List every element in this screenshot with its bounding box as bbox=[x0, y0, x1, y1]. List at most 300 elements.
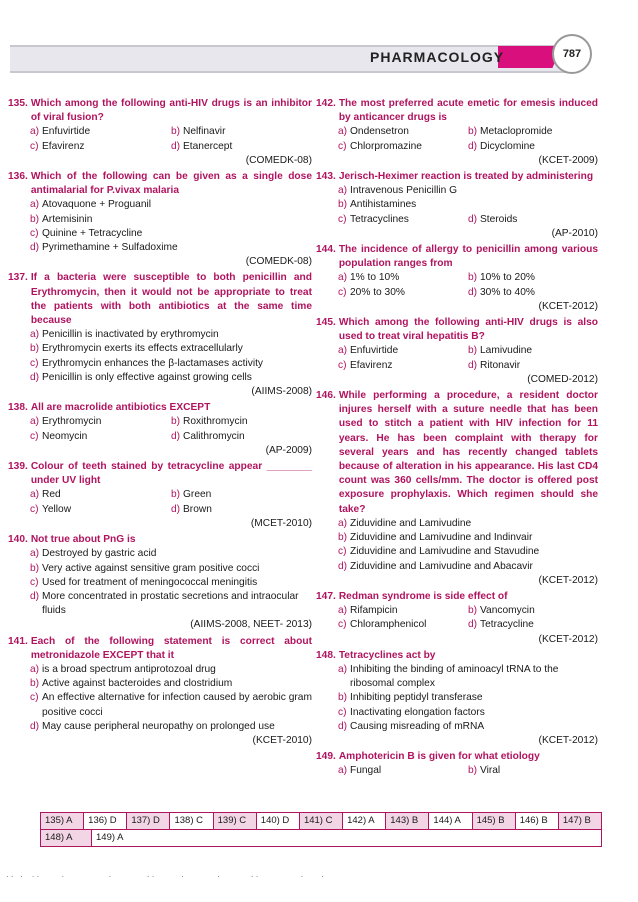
option-row bbox=[338, 140, 598, 154]
option-text: Active against bacteroides and clostridium bbox=[42, 678, 233, 690]
answer-row bbox=[41, 830, 601, 846]
option bbox=[30, 430, 171, 444]
option-row bbox=[30, 342, 312, 356]
option-letter: c) bbox=[338, 359, 347, 371]
option-letter: c) bbox=[30, 357, 39, 369]
option-row bbox=[30, 677, 312, 691]
option-list bbox=[338, 344, 598, 372]
question-stem bbox=[316, 649, 598, 663]
option-row bbox=[338, 344, 598, 358]
option-text: 10% to 20% bbox=[480, 272, 535, 284]
option-letter: d) bbox=[468, 359, 478, 371]
option-letter: a) bbox=[30, 416, 40, 428]
option-text: An effective alternative for infection caused by aerobic gram positive cocci bbox=[42, 692, 312, 718]
option-list bbox=[338, 517, 598, 574]
option-letter: a) bbox=[30, 489, 40, 501]
option bbox=[468, 271, 598, 285]
answer-key-table bbox=[40, 812, 602, 847]
option-letter: a) bbox=[338, 605, 348, 617]
option bbox=[338, 720, 598, 734]
option-list bbox=[338, 604, 598, 632]
question-item bbox=[8, 401, 312, 458]
option-text: Dicyclomine bbox=[480, 140, 535, 152]
option bbox=[338, 271, 468, 285]
option-row bbox=[30, 227, 312, 241]
option bbox=[30, 663, 312, 677]
answer-cell: 142) A bbox=[343, 813, 386, 829]
question-stem bbox=[8, 401, 312, 415]
question-text: Tetracyclines act by bbox=[338, 649, 436, 661]
option-text: Tetracycline bbox=[480, 619, 534, 631]
option-row bbox=[30, 503, 312, 517]
option-letter: a) bbox=[338, 126, 348, 138]
option-text: Penicillin is only effective against growing cells bbox=[42, 371, 252, 383]
option bbox=[30, 213, 312, 227]
question-number: 148. bbox=[316, 649, 336, 661]
option-letter: a) bbox=[30, 329, 40, 341]
question-stem bbox=[316, 170, 598, 184]
option-text: Rifampicin bbox=[350, 605, 398, 617]
right-column bbox=[316, 97, 598, 781]
option-text: Brown bbox=[183, 503, 212, 515]
option-text: Artemisinin bbox=[42, 213, 93, 225]
option bbox=[30, 371, 312, 385]
option-row bbox=[338, 545, 598, 559]
option-letter: d) bbox=[468, 619, 478, 631]
question-item bbox=[8, 460, 312, 531]
option bbox=[30, 342, 312, 356]
option bbox=[171, 415, 312, 429]
option-letter: b) bbox=[338, 199, 348, 211]
option-text: Intravenous Penicillin G bbox=[350, 185, 458, 197]
question-number: 138. bbox=[8, 402, 28, 414]
question-text: Not true about PnG is bbox=[30, 534, 136, 546]
question-number: 143. bbox=[316, 171, 336, 183]
option-row bbox=[338, 706, 598, 720]
option-row bbox=[338, 359, 598, 373]
option-text: Inhibiting peptidyl transferase bbox=[350, 692, 483, 704]
page-title: PHARMACOLOGY bbox=[370, 49, 505, 65]
answer-cell: 138) C bbox=[170, 813, 213, 829]
option-list bbox=[30, 198, 312, 255]
option bbox=[30, 590, 312, 618]
option-text: Erythromycin enhances the β-lactamases activity bbox=[42, 357, 264, 369]
question-item bbox=[8, 170, 312, 269]
question-item bbox=[8, 533, 312, 632]
option-letter: c) bbox=[30, 140, 39, 152]
option-row bbox=[30, 140, 312, 154]
option bbox=[338, 286, 468, 300]
option-row bbox=[30, 371, 312, 385]
question-number: 135. bbox=[8, 98, 28, 109]
option bbox=[30, 140, 171, 154]
option-letter: a) bbox=[338, 517, 348, 529]
option-text: May cause peripheral neuropathy on prolonged use bbox=[42, 720, 275, 732]
question-item bbox=[8, 271, 312, 399]
option-text: Destroyed by gastric acid bbox=[42, 548, 157, 560]
option-letter: b) bbox=[338, 692, 348, 704]
option-text: Fungal bbox=[350, 765, 382, 777]
option-row bbox=[30, 415, 312, 429]
option-row bbox=[338, 663, 598, 691]
option-letter: d) bbox=[338, 720, 348, 732]
option-letter: b) bbox=[468, 345, 478, 357]
option-text: Neomycin bbox=[42, 430, 88, 442]
option bbox=[468, 764, 598, 778]
option-text: Enfuvirtide bbox=[42, 126, 91, 138]
question-source: (AIIMS-2008, NEET- 2013) bbox=[190, 619, 312, 631]
question-item bbox=[316, 316, 598, 387]
option-text: Quinine + Tetracycline bbox=[42, 227, 143, 239]
question-source: (KCET-2009) bbox=[538, 154, 598, 166]
answer-cell: 148) A bbox=[41, 830, 92, 846]
option-row bbox=[338, 198, 598, 212]
option-text: Inactivating elongation factors bbox=[350, 706, 485, 718]
question-stem bbox=[8, 271, 312, 328]
option bbox=[171, 140, 312, 154]
option-letter: c) bbox=[30, 576, 39, 588]
option-text: Atovaquone + Proguanil bbox=[42, 199, 152, 211]
question-number: 142. bbox=[316, 98, 336, 109]
answer-row bbox=[41, 813, 601, 830]
question-source: (COMEDK-08) bbox=[245, 256, 312, 268]
option bbox=[338, 198, 598, 212]
question-text: Which among the following anti-HIV drugs is an inhibitor of viral fusion? bbox=[30, 98, 312, 124]
question-text: All are macrolide antibiotics EXCEPT bbox=[30, 402, 211, 414]
option-row bbox=[30, 576, 312, 590]
option-letter: c) bbox=[338, 619, 347, 631]
question-number: 145. bbox=[316, 317, 336, 329]
option-text: Ziduvidine and Lamivudine and Stavudine bbox=[350, 546, 540, 558]
option-letter: a) bbox=[30, 548, 40, 560]
option bbox=[30, 227, 312, 241]
option-list bbox=[30, 328, 312, 385]
option-letter: d) bbox=[338, 560, 348, 572]
option-letter: c) bbox=[338, 213, 347, 225]
option-letter: a) bbox=[30, 663, 40, 675]
option bbox=[338, 517, 598, 531]
option-row bbox=[338, 125, 598, 139]
question-text: Amphotericin B is given for what etiology bbox=[338, 751, 540, 763]
option-text: Vancomycin bbox=[480, 605, 535, 617]
option-row bbox=[338, 213, 598, 227]
option-text: Metaclopromide bbox=[480, 126, 553, 138]
scan-dots: · · · · · · · · · · · · · · · bbox=[6, 872, 324, 881]
answer-cell: 135) A bbox=[41, 813, 84, 829]
option bbox=[30, 547, 312, 561]
question-number: 146. bbox=[316, 390, 336, 402]
option-letter: a) bbox=[30, 199, 40, 211]
option-letter: d) bbox=[30, 720, 40, 732]
option bbox=[468, 604, 598, 618]
question-number: 140. bbox=[8, 534, 28, 546]
option-letter: c) bbox=[338, 286, 347, 298]
option-letter: a) bbox=[338, 663, 348, 675]
question-text: The most preferred acute emetic for emesis induced by anticancer drugs is bbox=[338, 98, 598, 124]
option-letter: d) bbox=[468, 140, 478, 152]
option-text: Red bbox=[42, 489, 61, 501]
option bbox=[468, 344, 598, 358]
option-row bbox=[30, 488, 312, 502]
question-source: (MCET-2010) bbox=[250, 517, 312, 529]
option-text: 1% to 10% bbox=[350, 272, 400, 284]
option-text: Tetracyclines bbox=[350, 213, 409, 225]
question-stem bbox=[316, 243, 598, 271]
question-number: 144. bbox=[316, 244, 336, 256]
option-row bbox=[338, 286, 598, 300]
option bbox=[30, 357, 312, 371]
option-text: Green bbox=[183, 489, 212, 501]
option-list bbox=[30, 415, 312, 443]
option bbox=[30, 415, 171, 429]
option-letter: c) bbox=[30, 430, 39, 442]
question-stem bbox=[316, 97, 598, 125]
option bbox=[30, 125, 171, 139]
option-text: Chloramphenicol bbox=[350, 619, 427, 631]
option-text: Lamivudine bbox=[480, 345, 533, 357]
option bbox=[171, 125, 312, 139]
option-row bbox=[338, 691, 598, 705]
option-text: Ziduvidine and Lamivudine and Indinvair bbox=[350, 532, 533, 544]
answer-cell: 136) D bbox=[84, 813, 127, 829]
option bbox=[338, 184, 598, 198]
option-letter: d) bbox=[30, 590, 40, 602]
answer-cell: 137) D bbox=[127, 813, 170, 829]
option-letter: b) bbox=[30, 213, 40, 225]
option-list bbox=[30, 663, 312, 734]
answer-cell: 145) B bbox=[473, 813, 516, 829]
answer-cell: 144) A bbox=[429, 813, 472, 829]
option-text: Erythromycin exerts its effects extracellularly bbox=[42, 343, 243, 355]
option-text: is a broad spectrum antiprotozoal drug bbox=[42, 663, 216, 675]
option-text: Antihistamines bbox=[350, 199, 417, 211]
option bbox=[171, 488, 312, 502]
answer-cell: 139) C bbox=[214, 813, 257, 829]
option bbox=[468, 140, 598, 154]
option-letter: b) bbox=[171, 489, 181, 501]
option-row bbox=[30, 663, 312, 677]
option bbox=[338, 359, 468, 373]
option-text: Steroids bbox=[480, 213, 518, 225]
option bbox=[338, 663, 598, 691]
option-row bbox=[338, 604, 598, 618]
option bbox=[30, 241, 312, 255]
option-text: Ondensetron bbox=[350, 126, 409, 138]
option-letter: d) bbox=[171, 503, 181, 515]
option-text: Viral bbox=[480, 765, 501, 777]
option-letter: a) bbox=[30, 126, 40, 138]
option bbox=[30, 328, 312, 342]
option-letter: d) bbox=[468, 213, 478, 225]
option bbox=[468, 213, 598, 227]
option-text: Enfuvirtide bbox=[350, 345, 399, 357]
option bbox=[30, 503, 171, 517]
option bbox=[468, 618, 598, 632]
option-text: Causing misreading of mRNA bbox=[350, 720, 485, 732]
question-text: Jerisch-Heximer reaction is treated by administering bbox=[338, 171, 594, 183]
option-letter: d) bbox=[171, 140, 181, 152]
answer-cell: 146) B bbox=[516, 813, 559, 829]
option-text: 20% to 30% bbox=[350, 286, 405, 298]
option bbox=[30, 576, 312, 590]
answer-cell: 140) D bbox=[257, 813, 300, 829]
question-number: 141. bbox=[8, 635, 28, 647]
option-list bbox=[30, 125, 312, 153]
question-stem bbox=[316, 389, 598, 517]
option-row bbox=[338, 720, 598, 734]
question-source: (KCET-2010) bbox=[252, 734, 312, 746]
option-text: Chlorpromazine bbox=[350, 140, 422, 152]
option-row bbox=[30, 328, 312, 342]
question-source: (KCET-2012) bbox=[538, 574, 598, 586]
option-row bbox=[30, 547, 312, 561]
option-letter: a) bbox=[338, 765, 348, 777]
option-list bbox=[30, 547, 312, 618]
option-letter: b) bbox=[30, 562, 40, 574]
option-text: Very active against sensitive gram positive cocci bbox=[42, 562, 260, 574]
option-letter: c) bbox=[30, 692, 39, 704]
option bbox=[30, 488, 171, 502]
option bbox=[171, 430, 312, 444]
option-letter: d) bbox=[468, 286, 478, 298]
option-list bbox=[338, 125, 598, 153]
question-source: (AP-2009) bbox=[265, 444, 312, 456]
option bbox=[171, 503, 312, 517]
option-row bbox=[30, 198, 312, 212]
option bbox=[338, 764, 468, 778]
option-letter: c) bbox=[338, 706, 347, 718]
question-text: Redman syndrome is side effect of bbox=[338, 590, 508, 602]
option-text: Efavirenz bbox=[42, 140, 85, 152]
option-text: Pyrimethamine + Sulfadoxime bbox=[42, 242, 178, 254]
option bbox=[338, 618, 468, 632]
question-item bbox=[316, 97, 598, 168]
option bbox=[338, 140, 468, 154]
question-stem bbox=[8, 170, 312, 198]
option-letter: a) bbox=[338, 345, 348, 357]
option-letter: b) bbox=[338, 532, 348, 544]
option bbox=[468, 359, 598, 373]
answer-cell: 149) A bbox=[96, 832, 124, 843]
question-source: (KCET-2012) bbox=[538, 633, 598, 645]
option bbox=[468, 286, 598, 300]
option-row bbox=[30, 430, 312, 444]
option-letter: b) bbox=[30, 343, 40, 355]
option-letter: c) bbox=[338, 140, 347, 152]
option bbox=[338, 691, 598, 705]
question-stem bbox=[316, 590, 598, 604]
option-text: Ritonavir bbox=[480, 359, 521, 371]
answer-cell: 141) C bbox=[300, 813, 343, 829]
option-list bbox=[338, 184, 598, 227]
question-stem bbox=[8, 533, 312, 547]
question-number: 147. bbox=[316, 590, 336, 602]
option-text: Efavirenz bbox=[350, 359, 393, 371]
option-letter: d) bbox=[171, 430, 181, 442]
option-row bbox=[30, 357, 312, 371]
option-row bbox=[30, 720, 312, 734]
option-letter: c) bbox=[30, 503, 39, 515]
option bbox=[30, 198, 312, 212]
option-letter: c) bbox=[30, 227, 39, 239]
option-text: More concentrated in prostatic secretions and intraocular fluids bbox=[42, 590, 299, 617]
option-row bbox=[338, 517, 598, 531]
option bbox=[338, 560, 598, 574]
option-letter: d) bbox=[30, 242, 40, 254]
question-source: (KCET-2012) bbox=[538, 734, 598, 746]
option-row bbox=[30, 241, 312, 255]
question-text: Colour of teeth stained by tetracycline appear ________ under UV light bbox=[30, 461, 312, 487]
option bbox=[338, 125, 468, 139]
option-list bbox=[338, 271, 598, 299]
option-row bbox=[338, 764, 598, 778]
question-source: (KCET-2012) bbox=[538, 300, 598, 312]
option-row bbox=[30, 125, 312, 139]
option-text: Roxithromycin bbox=[183, 416, 248, 428]
question-text: Which of the following can be given as a single dose antimalarial for P.vivax malaria bbox=[30, 171, 312, 197]
option-letter: b) bbox=[468, 765, 478, 777]
option-text: Calithromycin bbox=[183, 430, 245, 442]
option-row bbox=[338, 560, 598, 574]
answer-cell: 143) B bbox=[386, 813, 429, 829]
question-number: 137. bbox=[8, 272, 28, 284]
option-letter: b) bbox=[171, 416, 181, 428]
option bbox=[468, 125, 598, 139]
question-stem bbox=[8, 460, 312, 488]
option bbox=[338, 531, 598, 545]
option-text: Yellow bbox=[42, 503, 72, 515]
question-item bbox=[316, 389, 598, 588]
question-item bbox=[316, 649, 598, 748]
option-row bbox=[338, 531, 598, 545]
question-source: (AIIMS-2008) bbox=[251, 386, 312, 398]
option-letter: c) bbox=[338, 546, 347, 558]
option-letter: a) bbox=[338, 272, 348, 284]
option bbox=[338, 604, 468, 618]
question-stem bbox=[316, 750, 598, 764]
option-text: Ziduvidine and Lamivudine and Abacavir bbox=[350, 560, 533, 572]
option bbox=[338, 213, 468, 227]
option bbox=[30, 691, 312, 719]
option-row bbox=[338, 618, 598, 632]
option-text: Used for treatment of meningococcal meningitis bbox=[42, 576, 258, 588]
question-item bbox=[316, 243, 598, 314]
question-item bbox=[8, 97, 312, 168]
question-text: If a bacteria were susceptible to both penicillin and Erythromycin, then it would not be appropriate to treat the patients with both antibiotics at the same time because bbox=[30, 272, 312, 327]
question-text: The incidence of allergy to penicillin among various population ranges from bbox=[338, 244, 598, 270]
question-item bbox=[8, 635, 312, 749]
option-text: 30% to 40% bbox=[480, 286, 535, 298]
option-list bbox=[338, 764, 598, 778]
option-row bbox=[30, 562, 312, 576]
left-column bbox=[8, 97, 312, 750]
option-row bbox=[30, 691, 312, 719]
option-letter: a) bbox=[338, 185, 348, 197]
question-number: 149. bbox=[316, 751, 336, 763]
question-source: (COMEDK-08) bbox=[245, 154, 312, 166]
question-item bbox=[316, 750, 598, 778]
question-text: Which among the following anti-HIV drugs is also used to treat viral hepatitis B? bbox=[338, 317, 598, 343]
option-letter: b) bbox=[468, 605, 478, 617]
option-row bbox=[338, 271, 598, 285]
option-letter: b) bbox=[468, 126, 478, 138]
question-text: Each of the following statement is correct about metronidazole EXCEPT that it bbox=[30, 635, 312, 661]
option bbox=[338, 706, 598, 720]
answer-cell: 147) B bbox=[559, 813, 601, 829]
option-text: Etanercept bbox=[183, 140, 233, 152]
question-source: (AP-2010) bbox=[551, 227, 598, 239]
option-text: Ziduvidine and Lamivudine bbox=[350, 517, 472, 529]
